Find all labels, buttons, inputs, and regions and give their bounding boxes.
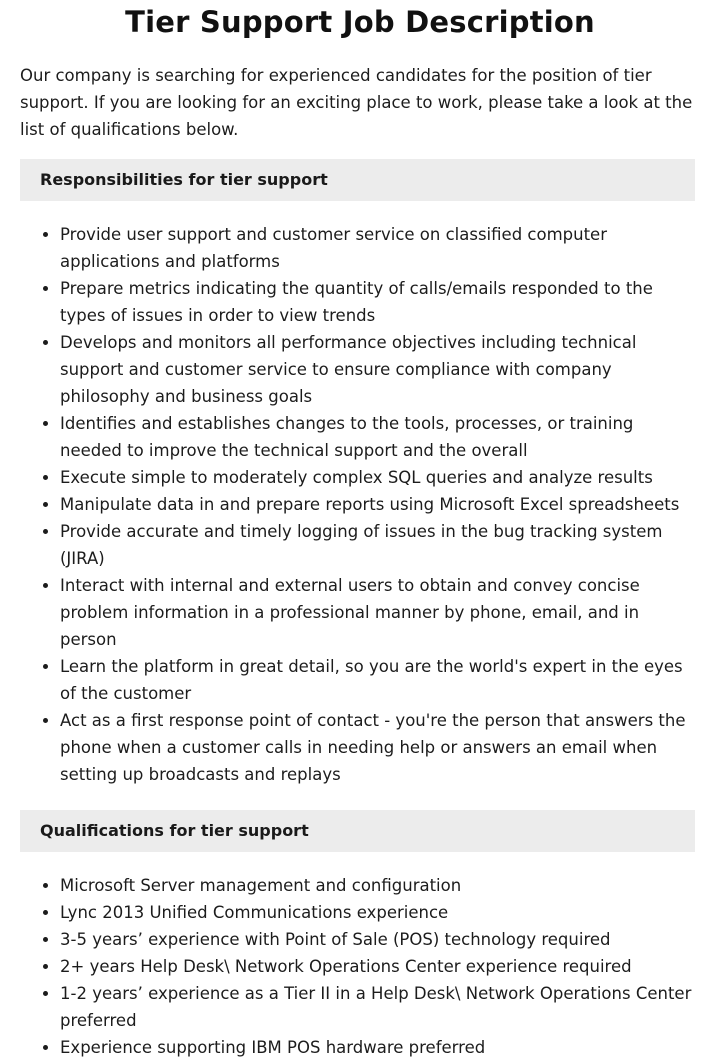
list-item: Develops and monitors all performance objectives including technical support and customer service to ensure compliance with company philosophy and business goals: [60, 329, 700, 410]
list-item: 1-2 years’ experience as a Tier II in a Help Desk\ Network Operations Center preferred: [60, 980, 700, 1034]
qualifications-list: [20, 872, 700, 1061]
list-item: Execute simple to moderately complex SQL queries and analyze results: [60, 464, 700, 491]
responsibilities-list: [20, 221, 700, 788]
list-item: Identifies and establishes changes to the tools, processes, or training needed to improve the technical support and the overall: [60, 410, 700, 464]
list-item: Learn the platform in great detail, so you are the world's expert in the eyes of the customer: [60, 653, 700, 707]
list-item: Act as a first response point of contact - you're the person that answers the phone when a customer calls in needing help or answers an email when setting up broadcasts and replays: [60, 707, 700, 788]
page-title: Tier Support Job Description: [125, 5, 595, 39]
list-item: Prepare metrics indicating the quantity of calls/emails responded to the types of issues in order to view trends: [60, 275, 700, 329]
list-item: Lync 2013 Unified Communications experience: [60, 899, 700, 926]
list-item: 2+ years Help Desk\ Network Operations Center experience required: [60, 953, 700, 980]
list-item: 3-5 years’ experience with Point of Sale (POS) technology required: [60, 926, 700, 953]
list-item: Experience supporting IBM POS hardware preferred: [60, 1034, 700, 1061]
responsibilities-heading: Responsibilities for tier support: [20, 159, 695, 201]
list-item: Provide user support and customer service on classified computer applications and platforms: [60, 221, 700, 275]
qualifications-heading: Qualifications for tier support: [20, 810, 695, 852]
list-item: Interact with internal and external users to obtain and convey concise problem information in a professional manner by phone, email, and in person: [60, 572, 700, 653]
list-item: Microsoft Server management and configuration: [60, 872, 700, 899]
intro-paragraph: Our company is searching for experienced candidates for the position of tier support. If you are looking for an exciting place to work, please take a look at the list of qualifications below.: [20, 66, 693, 139]
list-item: Provide accurate and timely logging of issues in the bug tracking system (JIRA): [60, 518, 700, 572]
list-item: Manipulate data in and prepare reports using Microsoft Excel spreadsheets: [60, 491, 700, 518]
